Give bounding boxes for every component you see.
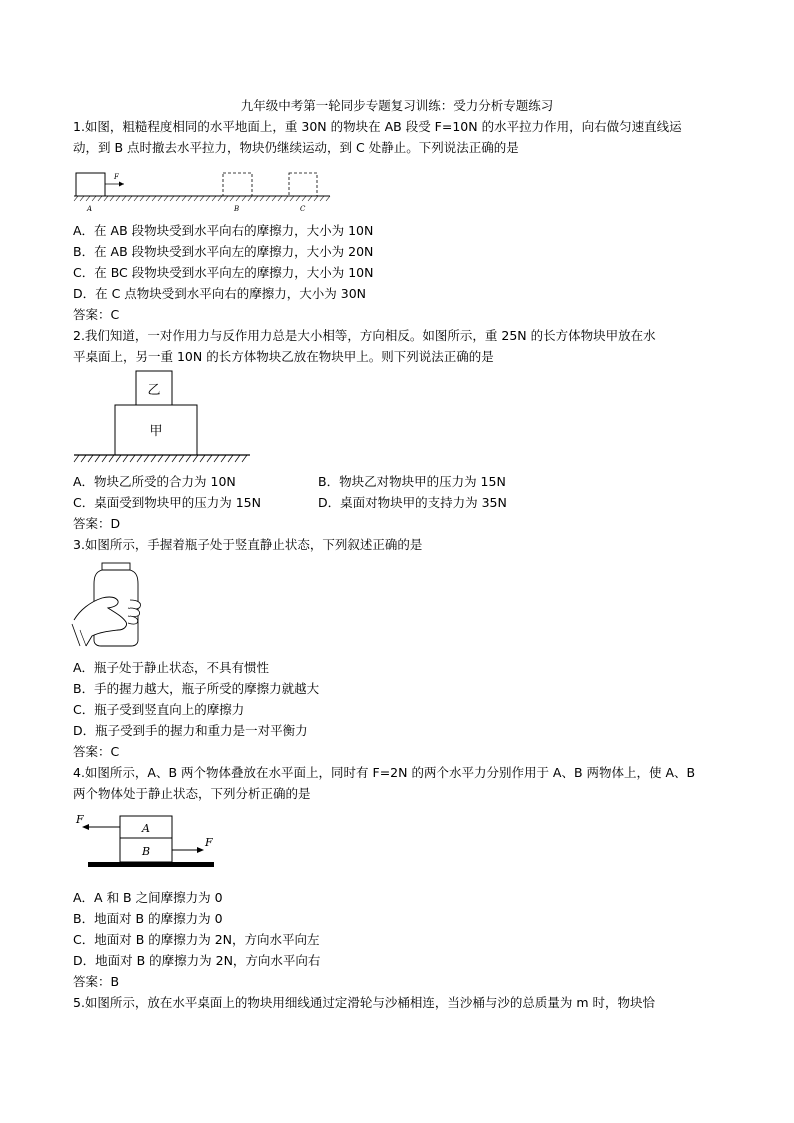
q3-figure-hand-bottle (70, 560, 150, 648)
q1-option-b: B．在 AB 段物块受到水平向左的摩擦力，大小为 20N (73, 244, 374, 259)
q4-option-d: D．地面对 B 的摩擦力为 2N，方向水平向右 (73, 953, 321, 968)
q2-stem-line1: 2.我们知道，一对作用力与反作用力总是大小相等，方向相反。如图所示，重 25N 的长方体物块甲放在水 (73, 328, 656, 343)
q3-option-b: B．手的握力越大，瓶子所受的摩擦力就越大 (73, 681, 320, 696)
q2-answer: 答案：D (73, 516, 121, 531)
q4-stem-line1: 4.如图所示，A、B 两个物体叠放在水平面上，同时有 F=2N 的两个水平力分别作用于 A、B 两物体上，使 A、B (73, 765, 696, 780)
q4-option-a: A．A 和 B 之间摩擦力为 0 (73, 890, 223, 905)
q4-option-c: C．地面对 B 的摩擦力为 2N，方向水平向左 (73, 932, 320, 947)
q1-answer: 答案：C (73, 307, 120, 322)
q3-option-d: D．瓶子受到手的握力和重力是一对平衡力 (73, 723, 308, 738)
q1-figure (72, 168, 332, 216)
q2-fig-block-jia: 甲 (149, 424, 163, 439)
q4-stem-line2: 两个物体处于静止状态，下列分析正确的是 (73, 786, 311, 801)
q2-figure (72, 368, 254, 468)
q1-fig-force-label: F (114, 173, 119, 181)
q3-option-c: C．瓶子受到竖直向上的摩擦力 (73, 702, 245, 717)
q4-fig-block-b: B (141, 845, 151, 858)
q2-stem-line2: 平桌面上，另一重 10N 的长方体物块乙放在物块甲上。则下列说法正确的是 (73, 349, 494, 364)
q4-fig-force-left: F (76, 813, 84, 826)
q2-option-d: D．桌面对物块甲的支持力为 35N (318, 495, 507, 510)
q3-option-a: A．瓶子处于静止状态，不具有惯性 (73, 660, 270, 675)
q3-stem-line1: 3.如图所示，手握着瓶子处于竖直静止状态，下列叙述正确的是 (73, 537, 423, 552)
q1-stem-line1: 1.如图，粗糙程度相同的水平地面上，重 30N 的物块在 AB 段受 F=10N 的水平拉力作用，向右做匀速直线运 (73, 119, 682, 134)
q4-figure (72, 810, 222, 874)
q3-answer: 答案：C (73, 744, 120, 759)
q1-fig-point-c: C (300, 205, 306, 213)
page-title: 九年级中考第一轮同步专题复习训练：受力分析专题练习 (240, 98, 554, 113)
q1-option-c: C．在 BC 段物块受到水平向左的摩擦力，大小为 10N (73, 265, 374, 280)
q4-fig-force-right: F (205, 836, 213, 849)
q4-answer: 答案：B (73, 974, 120, 989)
q5-stem-line1: 5.如图所示，放在水平桌面上的物块用细线通过定滑轮与沙桶相连，当沙桶与沙的总质量为 m 时，物块恰 (73, 995, 656, 1010)
q1-fig-point-a: A (87, 205, 93, 213)
q1-option-a: A．在 AB 段物块受到水平向右的摩擦力，大小为 10N (73, 223, 374, 238)
q1-option-d: D．在 C 点物块受到水平向右的摩擦力，大小为 30N (73, 286, 367, 301)
q2-fig-block-yi: 乙 (147, 383, 161, 398)
q2-option-c: C．桌面受到物块甲的压力为 15N (73, 495, 261, 510)
q2-option-a: A．物块乙所受的合力为 10N (73, 474, 236, 489)
q2-option-b: B．物块乙对物块甲的压力为 15N (318, 474, 506, 489)
q1-fig-point-b: B (234, 205, 240, 213)
q4-fig-block-a: A (142, 822, 150, 835)
q4-option-b: B．地面对 B 的摩擦力为 0 (73, 911, 223, 926)
q1-stem-line2: 动，到 B 点时撤去水平拉力，物块仍继续运动，到 C 处静止。下列说法正确的是 (73, 140, 519, 155)
